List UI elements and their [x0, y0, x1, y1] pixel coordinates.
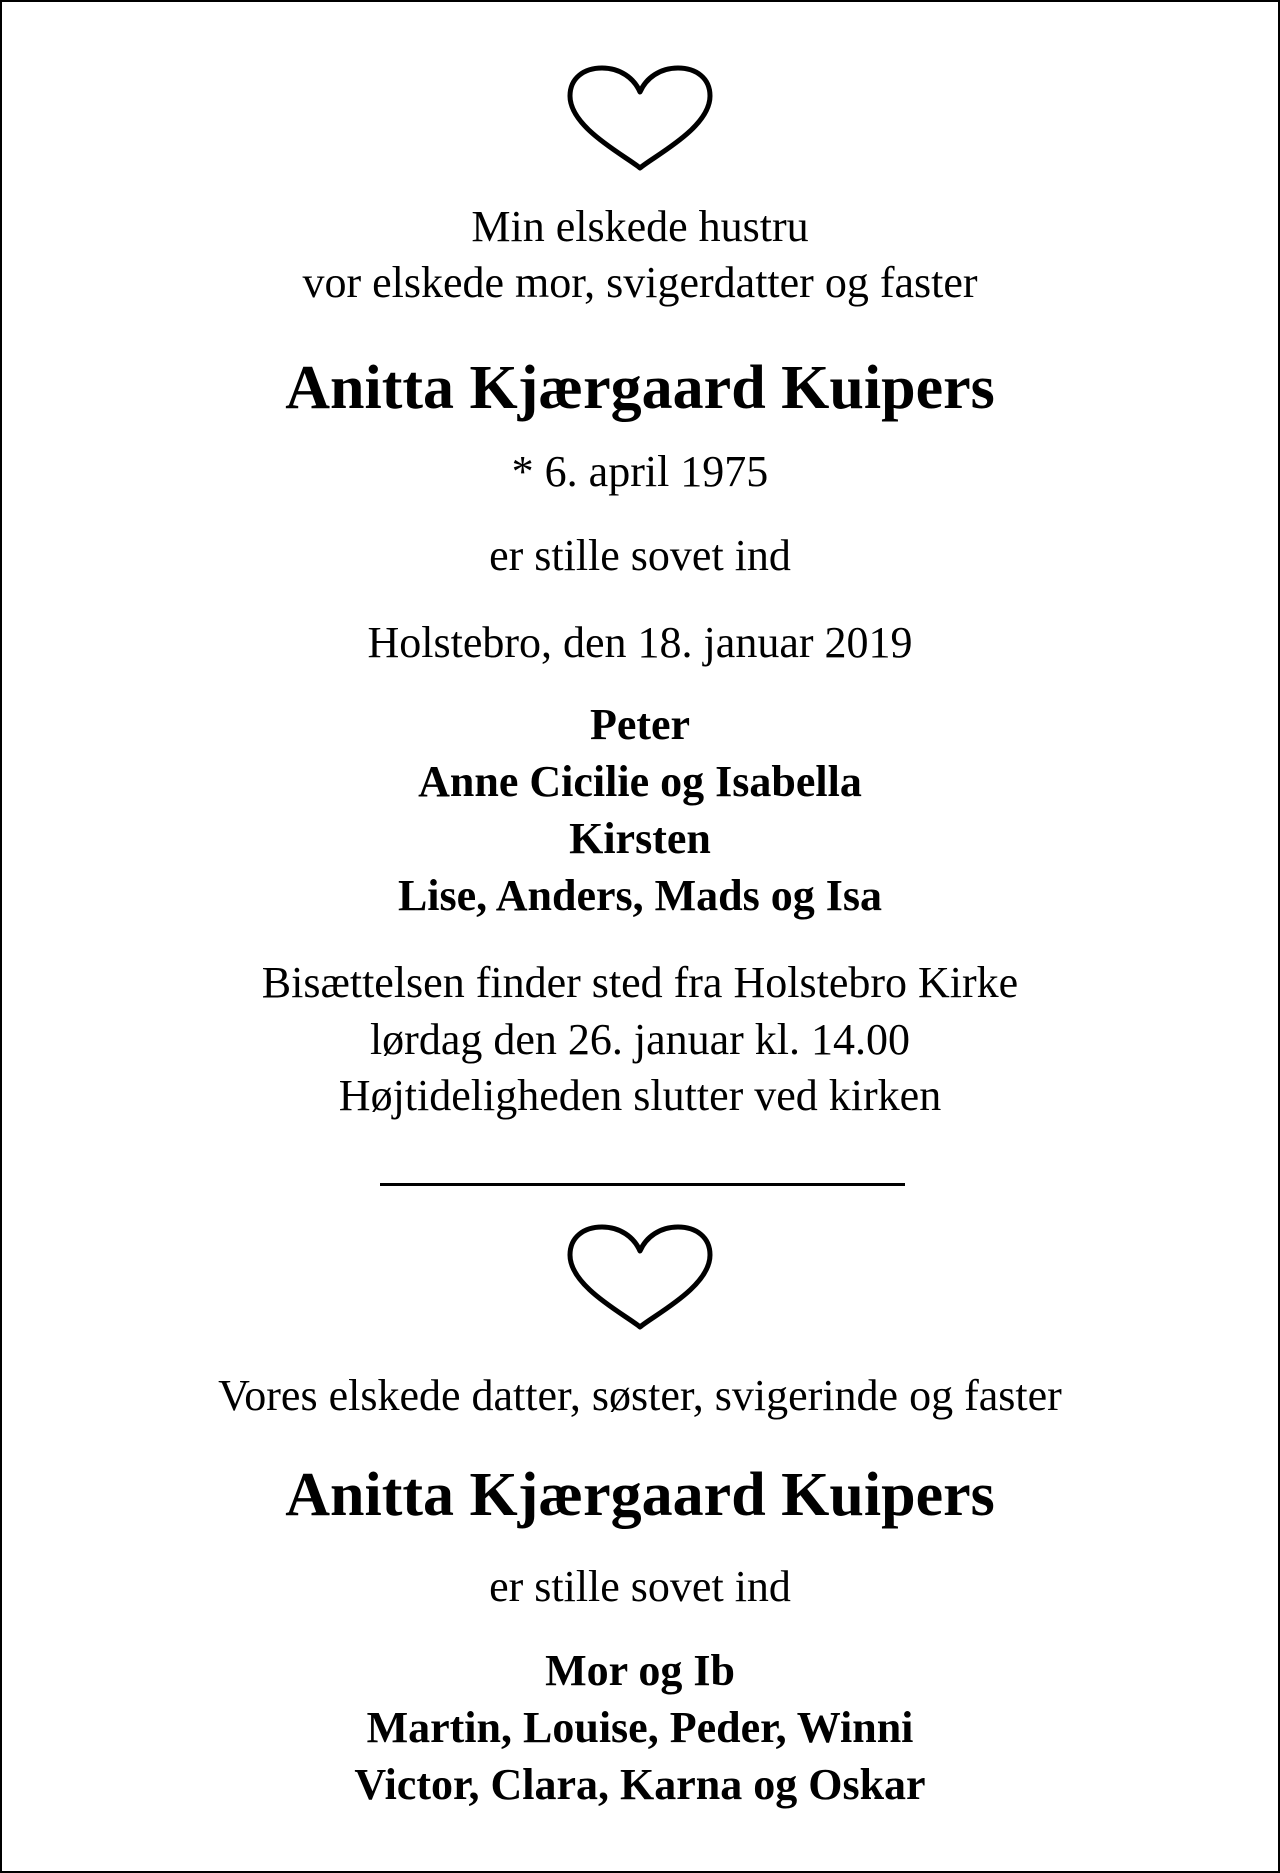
mourner-line-3: Kirsten [569, 814, 711, 863]
place-date: Holstebro, den 18. januar 2019 [367, 618, 913, 667]
funeral-line-2: lørdag den 26. januar kl. 14.00 [369, 1015, 911, 1064]
intro-line-2nd-notice: Vores elskede datter, søster, svigerinde og faster [218, 1371, 1062, 1420]
deceased-name: Anitta Kjærgaard Kuipers [285, 354, 995, 422]
mourner-line-2nd-1: Mor og Ib [545, 1646, 735, 1695]
birth-date: * 6. april 1975 [511, 447, 769, 496]
mourner-line-2nd-3: Victor, Clara, Karna og Oskar [354, 1760, 926, 1809]
mourner-line-4: Lise, Anders, Mads og Isa [397, 871, 883, 920]
funeral-line-3: Højtideligheden slutter ved kirken [338, 1071, 942, 1120]
intro-line-2: vor elskede mor, svigerdatter og faster [302, 258, 978, 307]
heart-outline-icon [566, 64, 714, 172]
passed-text: er stille sovet ind [489, 531, 791, 580]
passed-text-2nd-notice: er stille sovet ind [489, 1562, 791, 1611]
separator-rule [380, 1183, 905, 1186]
funeral-line-1: Bisættelsen finder sted fra Holstebro Kirke [261, 958, 1019, 1007]
intro-line-1: Min elskede hustru [471, 202, 809, 251]
mourner-line-2nd-2: Martin, Louise, Peder, Winni [366, 1703, 914, 1752]
deceased-name-2nd-notice: Anitta Kjærgaard Kuipers [285, 1461, 995, 1529]
heart-outline-icon [566, 1223, 714, 1331]
mourner-line-2: Anne Cicilie og Isabella [418, 757, 862, 806]
mourner-line-1: Peter [589, 700, 691, 749]
